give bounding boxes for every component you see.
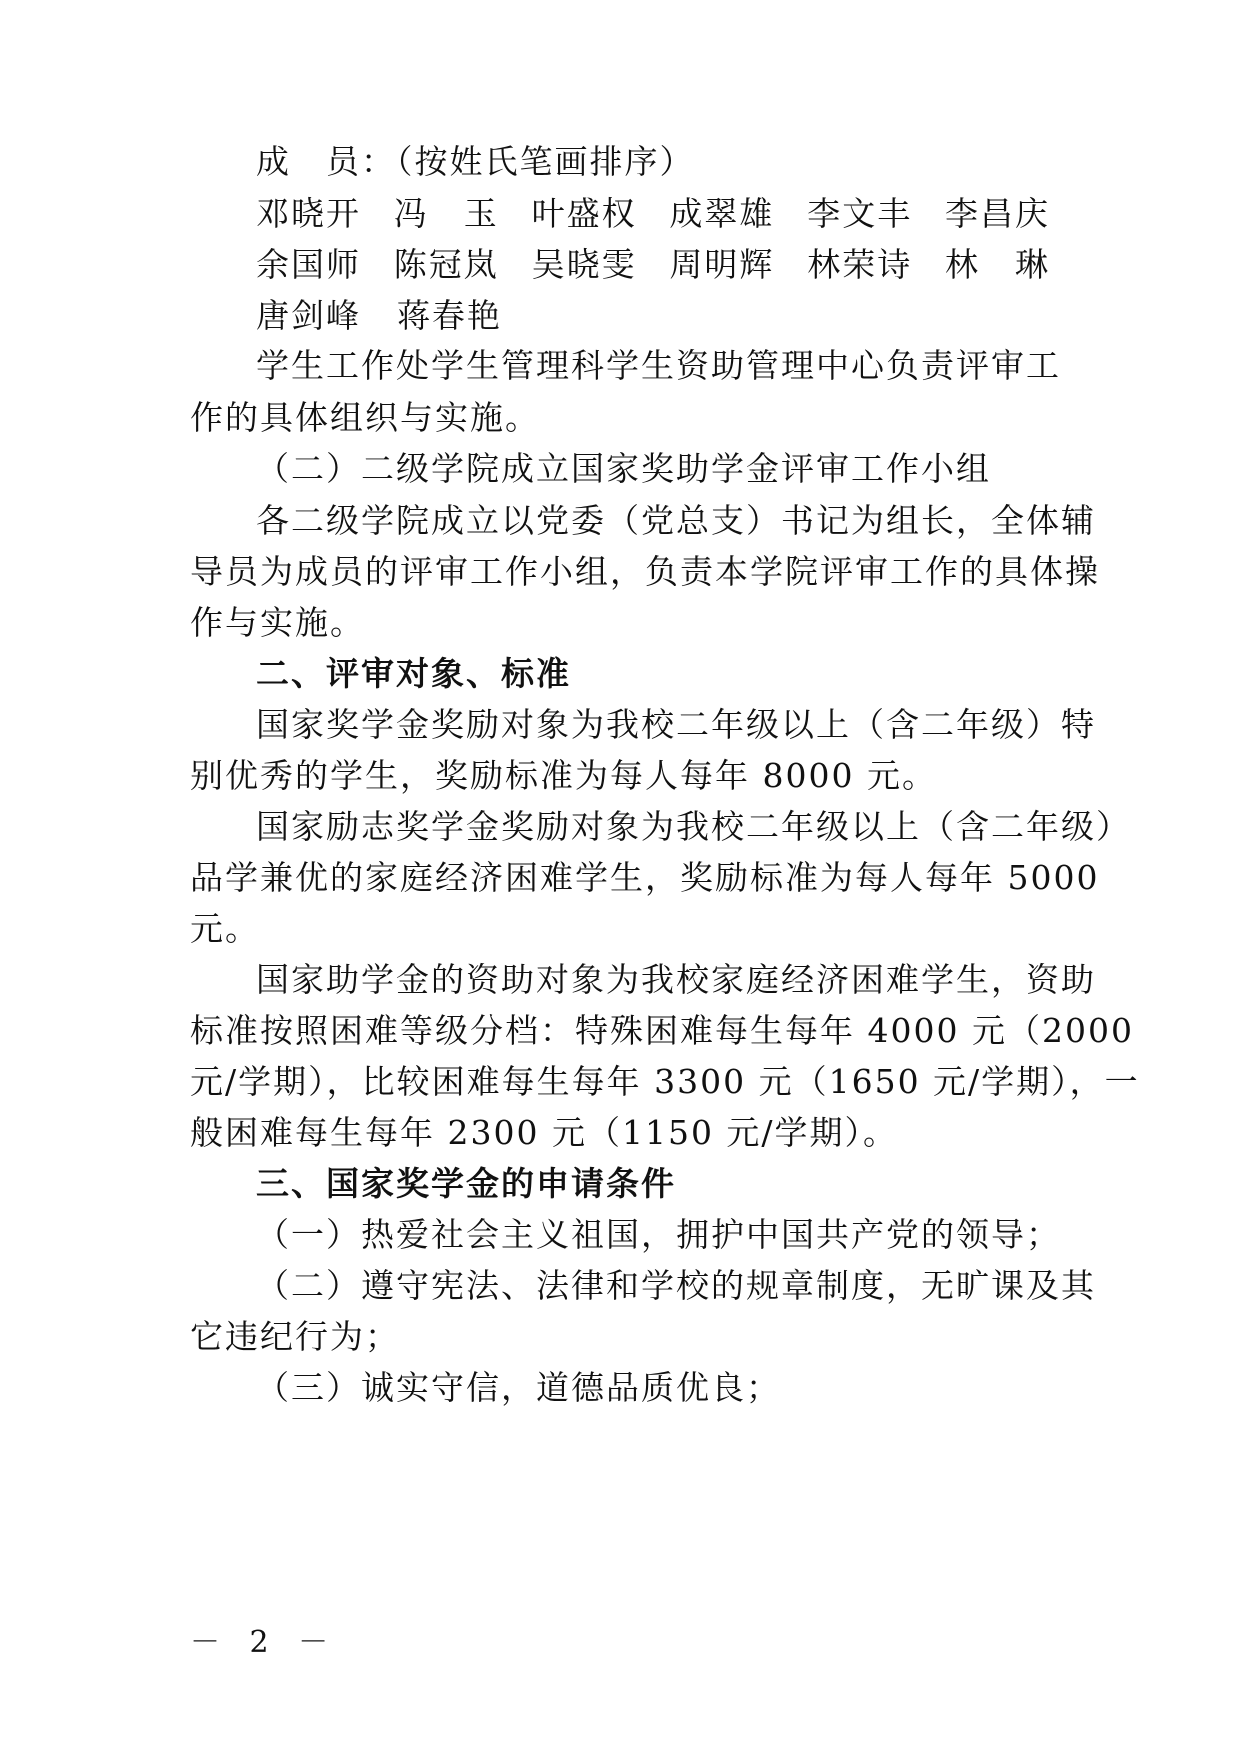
paragraph-line: 标准按照困难等级分档：特殊困难每生每年 4000 元（2000 [190,1011,1134,1050]
condition-item: （三）诚实守信，道德品质优良； [256,1368,781,1407]
member-name: 李昌庆 [944,194,1050,233]
condition-item: 它违纪行为； [190,1317,400,1356]
paragraph-line: 元。 [190,909,260,948]
member-name: 李文丰 [807,194,913,233]
paragraph-line: 国家励志奖学金奖励对象为我校二年级以上（含二年级） [256,807,1131,846]
section-heading: 二、评审对象、标准 [256,654,571,693]
condition-item: （二）遵守宪法、法律和学校的规章制度，无旷课及其 [256,1266,1096,1305]
page-number: － 2 － [190,1625,339,1660]
paragraph-line: 品学兼优的家庭经济困难学生，奖励标准为每人每年 5000 [190,858,1100,897]
member-name: 唐剑峰 [256,296,361,335]
member-name: 成翠雄 [669,194,775,233]
member-name: 林 琳 [944,245,1050,284]
member-name: 蒋春艳 [397,296,502,335]
condition-item: （一）热爱社会主义祖国，拥护中国共产党的领导； [256,1215,1061,1254]
member-name: 邓晓开 [256,194,361,233]
paragraph-line: 般困难每生每年 2300 元（1150 元/学期）。 [190,1113,899,1152]
members-row [256,296,1050,336]
member-name: 林荣诗 [807,245,913,284]
paragraph-line: 学生工作处学生管理科学生资助管理中心负责评审工 [256,346,1061,385]
paragraph-line: 元/学期），比较困难每生每年 3300 元（1650 元/学期），一 [190,1062,1140,1101]
paragraph-line: 国家奖学金奖励对象为我校二年级以上（含二年级）特 [256,705,1096,744]
section-heading: 三、国家奖学金的申请条件 [256,1164,676,1203]
member-name: 周明辉 [669,245,775,284]
paragraph-line: 作的具体组织与实施。 [190,398,540,437]
member-name: 叶盛权 [531,194,637,233]
paragraph-line: 国家助学金的资助对象为我校家庭经济困难学生，资助 [256,960,1096,999]
member-name: 陈冠岚 [393,245,499,284]
member-name: 冯 玉 [393,194,499,233]
members-header: 成 员：（按姓氏笔画排序） [256,142,695,181]
paragraph-line: 作与实施。 [190,603,365,642]
member-name: 余国师 [256,245,361,284]
paragraph-line: 导员为成员的评审工作小组，负责本学院评审工作的具体操 [190,552,1100,591]
member-name: 吴晓雯 [531,245,637,284]
members-row [256,245,1050,285]
members-row [256,194,1050,234]
paragraph-line: 别优秀的学生，奖励标准为每人每年 8000 元。 [190,756,937,795]
paragraph-line: 各二级学院成立以党委（党总支）书记为组长，全体辅 [256,501,1096,540]
sub-heading: （二）二级学院成立国家奖助学金评审工作小组 [256,449,991,488]
